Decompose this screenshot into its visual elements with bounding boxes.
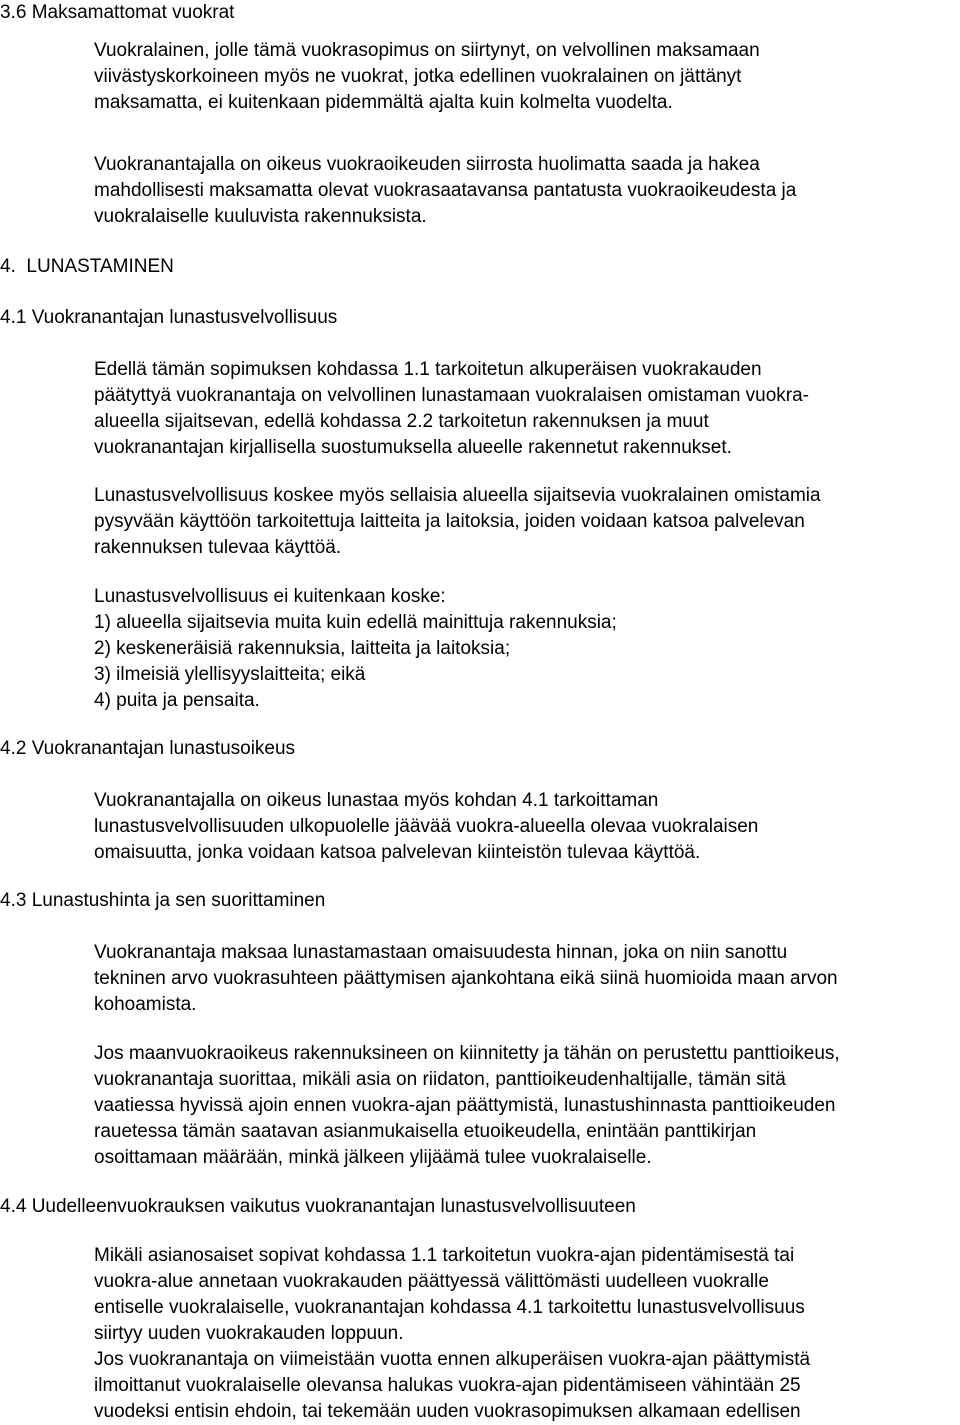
section-4-3-paragraph-1 — [94, 940, 838, 1018]
paragraph-line: vaatiessa hyvissä ajoin ennen vuokra-ajan päättymistä, lunastushinnasta panttioikeuden — [94, 1095, 836, 1116]
paragraph-line: omaisuutta, jonka voidaan katsoa palvelevan kiinteistön tulevaa käyttöä. — [94, 842, 701, 863]
paragraph-line: Vuokralainen, jolle tämä vuokrasopimus on siirtynyt, on velvollinen maksamaan — [94, 40, 760, 61]
paragraph-line: Vuokranantajalla on oikeus vuokraoikeuden siirrosta huolimatta saada ja hakea — [94, 154, 760, 175]
list-item: 1) alueella sijaitsevia muita kuin edellä mainittuja rakennuksia; — [94, 612, 617, 633]
paragraph-line: Edellä tämän sopimuksen kohdassa 1.1 tarkoitetun alkuperäisen vuokrakauden — [94, 359, 762, 380]
list-item: 3) ilmeisiä ylellisyyslaitteita; eikä — [94, 664, 366, 685]
section-4-3-heading: 4.3 Lunastushinta ja sen suorittaminen — [0, 890, 326, 911]
paragraph-line: pysyvään käyttöön tarkoitettuja laitteita ja laitoksia, joiden voidaan katsoa palvelevan — [94, 511, 805, 532]
section-4-1-paragraph-1 — [94, 357, 809, 461]
paragraph-line: osoittamaan määrään, minkä jälkeen ylijäämä tulee vuokralaiselle. — [94, 1147, 652, 1168]
paragraph-line: Mikäli asianosaiset sopivat kohdassa 1.1 tarkoitetun vuokra-ajan pidentämisestä tai — [94, 1245, 795, 1266]
section-4-3-paragraph-2 — [94, 1041, 840, 1171]
paragraph-line: Vuokranantaja maksaa lunastamastaan omaisuudesta hinnan, joka on niin sanottu — [94, 942, 788, 963]
paragraph-line: Vuokranantajalla on oikeus lunastaa myös kohdan 4.1 tarkoittaman — [94, 790, 659, 811]
paragraph-line: ilmoittanut vuokralaiselle olevansa halukas vuokra-ajan pidentämiseen vähintään 25 — [94, 1375, 801, 1396]
paragraph-line: mahdollisesti maksamatta olevat vuokrasaatavansa pantatusta vuokraoikeudesta ja — [94, 180, 797, 201]
paragraph-line: alueella sijaitsevan, edellä kohdassa 2.2 tarkoitetun rakennuksen ja muut — [94, 411, 709, 432]
paragraph-line: kohoamista. — [94, 994, 197, 1015]
paragraph-line: vuodeksi entisin ehdoin, tai tekemään uuden vuokrasopimuksen alkamaan edellisen — [94, 1401, 801, 1422]
paragraph-line: vuokranantajan kirjallisella suostumuksella alueelle rakennetut rakennukset. — [94, 437, 732, 458]
paragraph-line: tekninen arvo vuokrasuhteen päättymisen ajankohtana eikä siinä huomioida maan arvon — [94, 968, 838, 989]
paragraph-line: entiselle vuokralaiselle, vuokranantajan kohdassa 4.1 tarkoitettu lunastusvelvollisuus — [94, 1297, 805, 1318]
section-4-1-paragraph-3 — [94, 584, 617, 714]
paragraph-line: maksamatta, ei kuitenkaan pidemmältä ajalta kuin kolmelta vuodelta. — [94, 92, 673, 113]
paragraph-line: päätyttyä vuokranantaja on velvollinen lunastamaan vuokralaisen omistaman vuokra- — [94, 385, 810, 406]
section-4-4-heading: 4.4 Uudelleenvuokrauksen vaikutus vuokranantajan lunastusvelvollisuuteen — [0, 1196, 636, 1217]
paragraph-line: vuokra-alue annetaan vuokrakauden päättyessä välittömästi uudelleen vuokralle — [94, 1271, 769, 1292]
paragraph-line: rauetessa tämän saatavan asianmukaisella etuoikeudella, enintään panttikirjan — [94, 1121, 757, 1142]
paragraph-line: Lunastusvelvollisuus koskee myös sellaisia alueella sijaitsevia vuokralainen omistamia — [94, 485, 821, 506]
list-item: 4) puita ja pensaita. — [94, 690, 260, 711]
paragraph-line: Jos vuokranantaja on viimeistään vuotta ennen alkuperäisen vuokra-ajan päättymistä — [94, 1349, 811, 1370]
paragraph-line: rakennuksen tulevaa käyttöä. — [94, 537, 342, 558]
paragraph-line: Jos maanvuokraoikeus rakennuksineen on kiinnitetty ja tähän on perustettu panttioikeus, — [94, 1043, 840, 1064]
paragraph-line: lunastusvelvollisuuden ulkopuolelle jäävää vuokra-alueella olevaa vuokralaisen — [94, 816, 759, 837]
paragraph-line: viivästyskorkoineen myös ne vuokrat, jotka edellinen vuokralainen on jättänyt — [94, 66, 742, 87]
section-4-4-paragraph-1 — [94, 1243, 810, 1425]
paragraph-line: vuokralaiselle kuuluvista rakennuksista. — [94, 206, 427, 227]
paragraph-line: vuokranantaja suorittaa, mikäli asia on riidaton, panttioikeudenhaltijalle, tämän sitä — [94, 1069, 786, 1090]
paragraph-line: Lunastusvelvollisuus ei kuitenkaan koske: — [94, 586, 446, 607]
paragraph-line: siirtyy uuden vuokrakauden loppuun. — [94, 1323, 404, 1344]
list-item: 2) keskeneräisiä rakennuksia, laitteita ja laitoksia; — [94, 638, 511, 659]
section-4-heading: 4. LUNASTAMINEN — [0, 256, 174, 277]
section-4-1-heading: 4.1 Vuokranantajan lunastusvelvollisuus — [0, 307, 338, 328]
section-4-2-heading: 4.2 Vuokranantajan lunastusoikeus — [0, 738, 296, 759]
section-4-2-paragraph-1 — [94, 788, 758, 866]
section-3-6-heading: 3.6 Maksamattomat vuokrat — [0, 2, 235, 23]
section-3-6-paragraph-2 — [94, 152, 796, 230]
section-3-6-paragraph-1 — [94, 38, 760, 116]
section-4-1-paragraph-2 — [94, 483, 821, 561]
